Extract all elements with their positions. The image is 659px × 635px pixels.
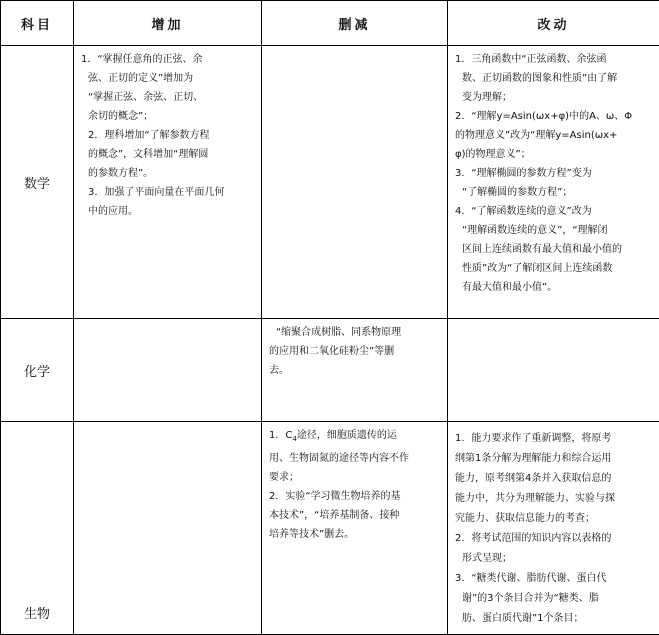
text-line: 3．“糖类代谢、脂肪代谢、蛋白代 [455, 569, 653, 589]
added-cell-chemistry [74, 319, 262, 422]
table-row-math [1, 46, 659, 319]
text-line: 数、正切函数的图象和性质”由了解 [455, 69, 653, 88]
added-cell-biology [74, 422, 262, 635]
text-line: 1．能力要求作了重新调整，将原考 [455, 429, 653, 449]
text-line: 有最大值和最小值”。 [455, 278, 653, 297]
text-line: 区间上连续函数有最大值和最小值的 [455, 240, 653, 259]
text-line: 中的应用。 [81, 202, 255, 221]
removed-cell-math [262, 46, 448, 319]
subject-cell-chemistry: 化学 [1, 319, 74, 422]
text-line: 变为理解； [455, 88, 653, 107]
text-line: 4．“了解函数连续的意义”改为 [455, 202, 653, 221]
removed-cell-biology [262, 422, 448, 635]
header-row [1, 1, 659, 46]
text-line: 去。 [269, 361, 441, 380]
text-line: 形式呈现； [455, 549, 653, 569]
text-line: 2．实验“学习微生物培养的基 [269, 487, 441, 506]
table-row-biology [1, 422, 659, 635]
text-line: 余切的概念”； [81, 107, 255, 126]
text-line: 用、生物固氮的途径等内容不作 [269, 449, 441, 468]
header-removed: 删减 [262, 1, 448, 46]
text-line: φ)的物理意义”； [455, 145, 653, 164]
text-line: 2．理科增加“了解参数方程 [81, 126, 255, 145]
text-line: 究能力、获取信息能力的考查； [455, 509, 653, 529]
text-line: 2．“理解y=Asin(ωx+φ)中的A、ω、Φ [455, 107, 653, 126]
text-line: 能力，原考纲第4条并入获取信息的 [455, 469, 653, 489]
text-line: 2．将考试范围的知识内容以表格的 [455, 529, 653, 549]
removed-cell-chemistry [262, 319, 448, 422]
header-added: 增加 [74, 1, 262, 46]
text-line: 肪、蛋白质代谢”1个条目； [455, 609, 653, 629]
text-line: 谢”的3个条目合并为“糖类、脂 [455, 589, 653, 609]
text-line: 纲第1条分解为理解能力和综合运用 [455, 449, 653, 469]
text-fragment: 途径，细胞质遗传的运 [297, 430, 397, 441]
subject-cell-biology: 生物 [1, 422, 74, 635]
text-line: “了解椭圆的参数方程”； [455, 183, 653, 202]
text-line: 培养等技术”删去。 [269, 525, 441, 544]
changed-cell-chemistry [448, 319, 659, 422]
text-line: “掌握正弦、余弦、正切、 [81, 88, 255, 107]
text-line: 弦、正切的定义”增加为 [81, 69, 255, 88]
text-line: “理解函数连续的意义”，“理解闭 [455, 221, 653, 240]
text-line: 本技术”，“培养基制备、接种 [269, 506, 441, 525]
added-cell-math [74, 46, 262, 319]
subject-cell-math: 数学 [1, 46, 74, 319]
header-subject: 科目 [1, 1, 74, 46]
text-fragment: 1．C [269, 430, 292, 441]
subscript: 4 [292, 435, 296, 443]
changed-cell-math [448, 46, 659, 319]
text-line: 的应用和二氧化硅粉尘”等删 [269, 342, 441, 361]
text-line: 3．“理解椭圆的参数方程”变为 [455, 164, 653, 183]
text-line: 性质”改为“了解闭区间上连续函数 [455, 259, 653, 278]
table-row-chemistry [1, 319, 659, 422]
text-line: 的参数方程”。 [81, 164, 255, 183]
changed-cell-biology [448, 422, 659, 635]
text-line: 1．三角函数中“正弦函数、余弦函 [455, 50, 653, 69]
text-line: 的概念”，文科增加“理解圆 [81, 145, 255, 164]
text-line: 能力中，共分为理解能力、实验与探 [455, 489, 653, 509]
text-line: 1．“掌握任意角的正弦、余 [81, 50, 255, 69]
text-line: 3．加强了平面向量在平面几何 [81, 183, 255, 202]
text-line: 的物理意义”改为“理解y=Asin(ωx+ [455, 126, 653, 145]
header-changed: 改动 [448, 1, 659, 46]
text-line: “缩聚合成树脂、同系物原理 [269, 323, 441, 342]
text-line [269, 426, 441, 449]
text-line: 要求； [269, 468, 441, 487]
